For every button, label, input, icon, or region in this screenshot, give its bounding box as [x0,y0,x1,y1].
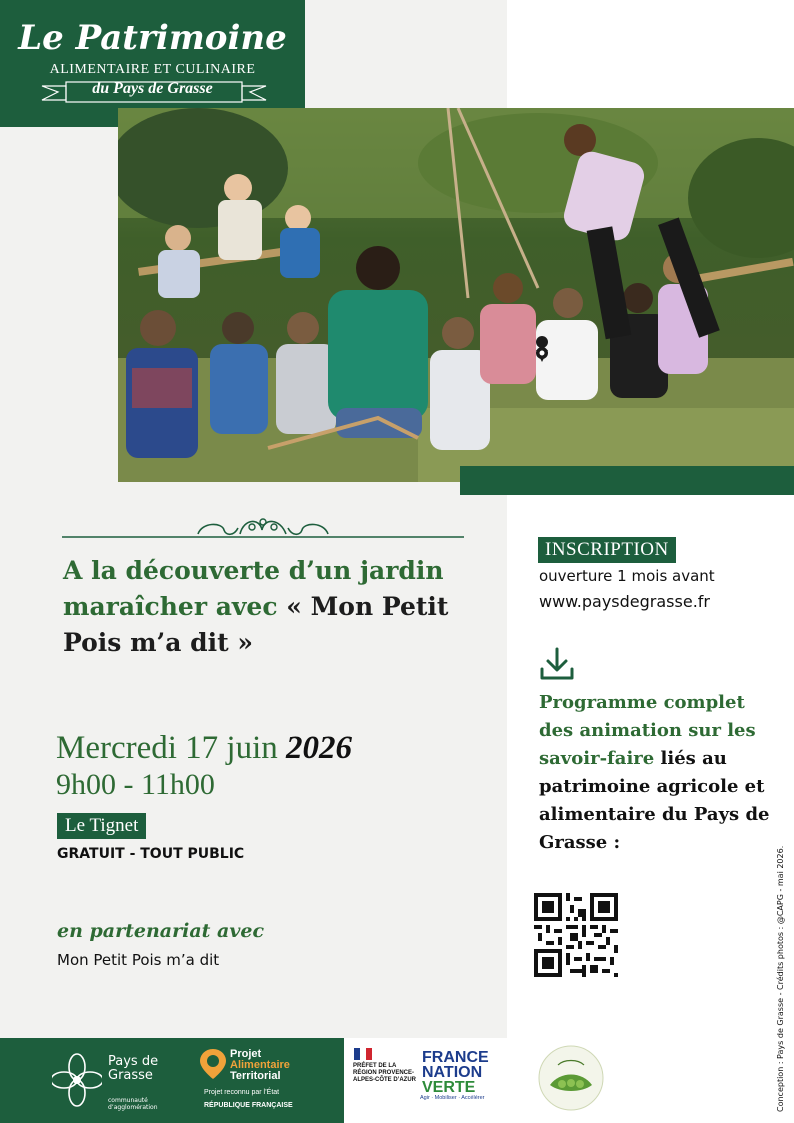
event-location-badge: Le Tignet [57,813,146,839]
event-price: GRATUIT - TOUT PUBLIC [57,846,245,862]
mon-petit-pois-logo [538,1045,604,1111]
header-subtitle: ALIMENTAIRE ET CULINAIRE [49,62,256,77]
download-icon [538,645,576,683]
garden-photo [118,108,794,482]
pays-logo-name: Pays de Grasse [108,1054,159,1083]
event-title-black: « Mon Petit Pois m’a dit » [63,592,449,657]
pat-pin-icon [198,1047,228,1081]
french-flag-icon [354,1048,372,1060]
projet-alimentaire-logo [198,1047,308,1117]
pat-line1: Projet [230,1048,262,1060]
france-nation-verte-logo [420,1048,500,1104]
flower-logo-icon [52,1053,102,1107]
programme-black-start: liés [660,748,696,769]
programme-green: Programme complet des animation sur les savoir-faire [539,692,756,769]
prefet-logo [352,1048,416,1108]
event-date [56,730,352,767]
pat-recognition: Projet reconnu par l’État [204,1089,280,1096]
pat-line3: Territorial [230,1070,281,1082]
event-hours: 9h00 - 11h00 [56,768,215,801]
qr-code[interactable] [534,893,618,977]
fnv-line2: NATION [422,1064,483,1081]
fnv-line1: FRANCE [422,1049,489,1066]
programme-text [539,689,779,857]
decorative-divider [62,514,464,542]
inscription-opening: ouverture 1 mois avant [539,567,715,585]
credits-text: Conception : Pays de Grasse - Crédits photos : @CAPG - mai 2026. [776,845,785,1112]
pays-logo-sub: communauté d’agglomération [108,1097,158,1111]
prefet-text: PRÉFET DE LA RÉGION PROVENCE-ALPES-CÔTE D’AZUR [353,1063,416,1083]
fnv-tagline: Agir · Mobiliser · Accélérer [420,1095,485,1101]
event-date-year: 2026 [286,730,353,766]
pat-republique: RÉPUBLIQUE FRANÇAISE [204,1102,293,1109]
photo-accent-strip [460,466,794,495]
partner-heading: en partenariat avec [57,920,265,942]
pays-de-grasse-logo [52,1053,182,1109]
event-title-green: A la découverte d’un jardin maraîcher avec [63,556,444,621]
pat-line2: Alimentaire [230,1059,290,1071]
partner-name: Mon Petit Pois m’a dit [57,951,220,969]
event-title [63,553,493,661]
header-title: Le Patrimoine [18,18,287,58]
inscription-badge: INSCRIPTION [538,537,676,563]
programme-black-rest: au patrimoine agricole et alimentaire du Pays de Grasse : [539,748,770,853]
event-date-day: Mercredi 17 juin [56,730,278,766]
pat-label [230,1049,290,1082]
fnv-line3: VERTE [422,1079,476,1096]
header-region: du Pays de Grasse [92,80,213,97]
website-link[interactable]: www.paysdegrasse.fr [539,592,710,611]
